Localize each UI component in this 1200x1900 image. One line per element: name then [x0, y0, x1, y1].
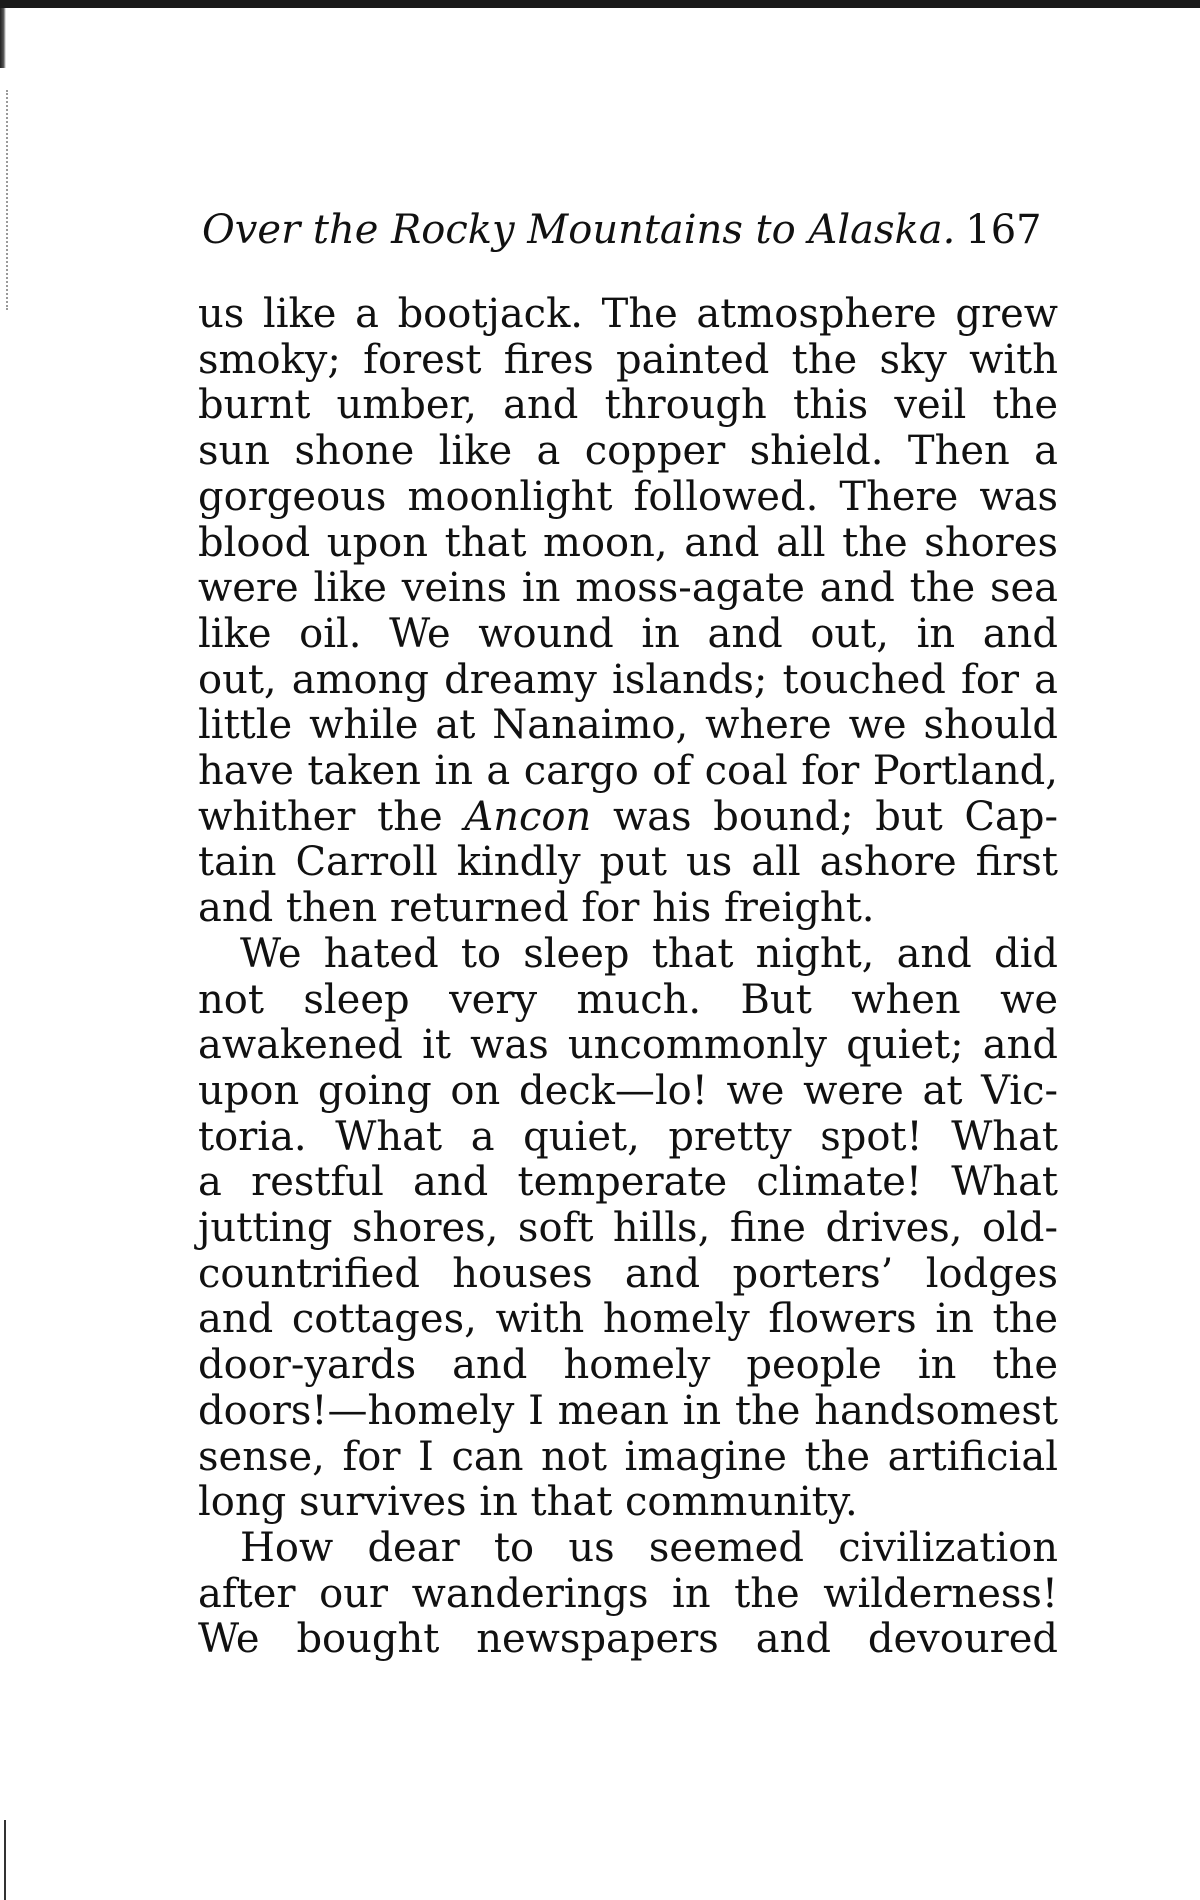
text-line: gorgeous moonlight followed. There was [198, 473, 1058, 520]
paragraph-2 [198, 932, 1058, 1526]
paragraph-3 [198, 1526, 1058, 1663]
text-line: long survives in that community. [198, 1479, 858, 1526]
text-line-ancon [198, 795, 1058, 841]
ship-name-italic: Ancon [464, 793, 592, 840]
text-line: sun shone like a copper shield. Then a [198, 428, 1058, 475]
text-segment: was bound; but Cap- [591, 793, 1058, 840]
text-line: like oil. We wound in and out, in and [198, 610, 1058, 657]
text-line: burnt umber, and through this veil the [198, 382, 1058, 429]
binding-mark [0, 8, 6, 68]
text-line: tain Carroll kindly put us all ashore first [198, 839, 1058, 886]
top-edge-rule [0, 0, 1200, 8]
text-line: door-yards and homely people in the [198, 1342, 1058, 1389]
body-text [198, 292, 1058, 1663]
text-line: smoky; forest fires painted the sky with [198, 336, 1058, 383]
text-line: and then returned for his freight. [198, 885, 875, 932]
text-line: after our wanderings in the wilderness! [198, 1570, 1058, 1617]
text-line: How dear to us seemed civilization [240, 1524, 1058, 1571]
text-line: toria. What a quiet, pretty spot! What [198, 1113, 1058, 1160]
text-line: a restful and temperate climate! What [198, 1159, 1058, 1206]
text-line: countrified houses and porters’ lodges [198, 1250, 1058, 1297]
text-line: We bought newspapers and devoured [198, 1616, 1058, 1663]
paragraph-1 [198, 292, 1058, 932]
text-line: were like veins in moss-agate and the sea [198, 565, 1058, 612]
text-line: We hated to sleep that night, and did [240, 930, 1058, 977]
text-line: blood upon that moon, and all the shores [198, 519, 1058, 566]
text-line: and cottages, with homely flowers in the [198, 1296, 1058, 1343]
text-line: us like a bootjack. The atmosphere grew [198, 291, 1058, 337]
running-head-title: Over the Rocky Mountains to Alaska. [202, 207, 956, 253]
text-line: sense, for I can not imagine the artificial [198, 1433, 1058, 1480]
page-number: 167 [965, 207, 1042, 253]
running-head [202, 200, 1062, 260]
text-line: have taken in a cargo of coal for Portland, [198, 748, 1058, 795]
text-line: not sleep very much. But when we [198, 976, 1058, 1023]
left-margin-rule [4, 1820, 6, 1900]
text-line: upon going on deck—lo! we were at Vic- [198, 1067, 1058, 1114]
text-segment: whither the [198, 793, 465, 840]
text-line: doors!—homely I mean in the handsomest [198, 1387, 1058, 1434]
text-line: jutting shores, soft hills, fine drives, old- [198, 1205, 1058, 1252]
text-line: little while at Nanaimo, where we should [198, 702, 1058, 749]
text-line: awakened it was uncommonly quiet; and [198, 1022, 1058, 1069]
left-margin-specks [6, 90, 11, 310]
text-line: out, among dreamy islands; touched for a [198, 656, 1058, 703]
